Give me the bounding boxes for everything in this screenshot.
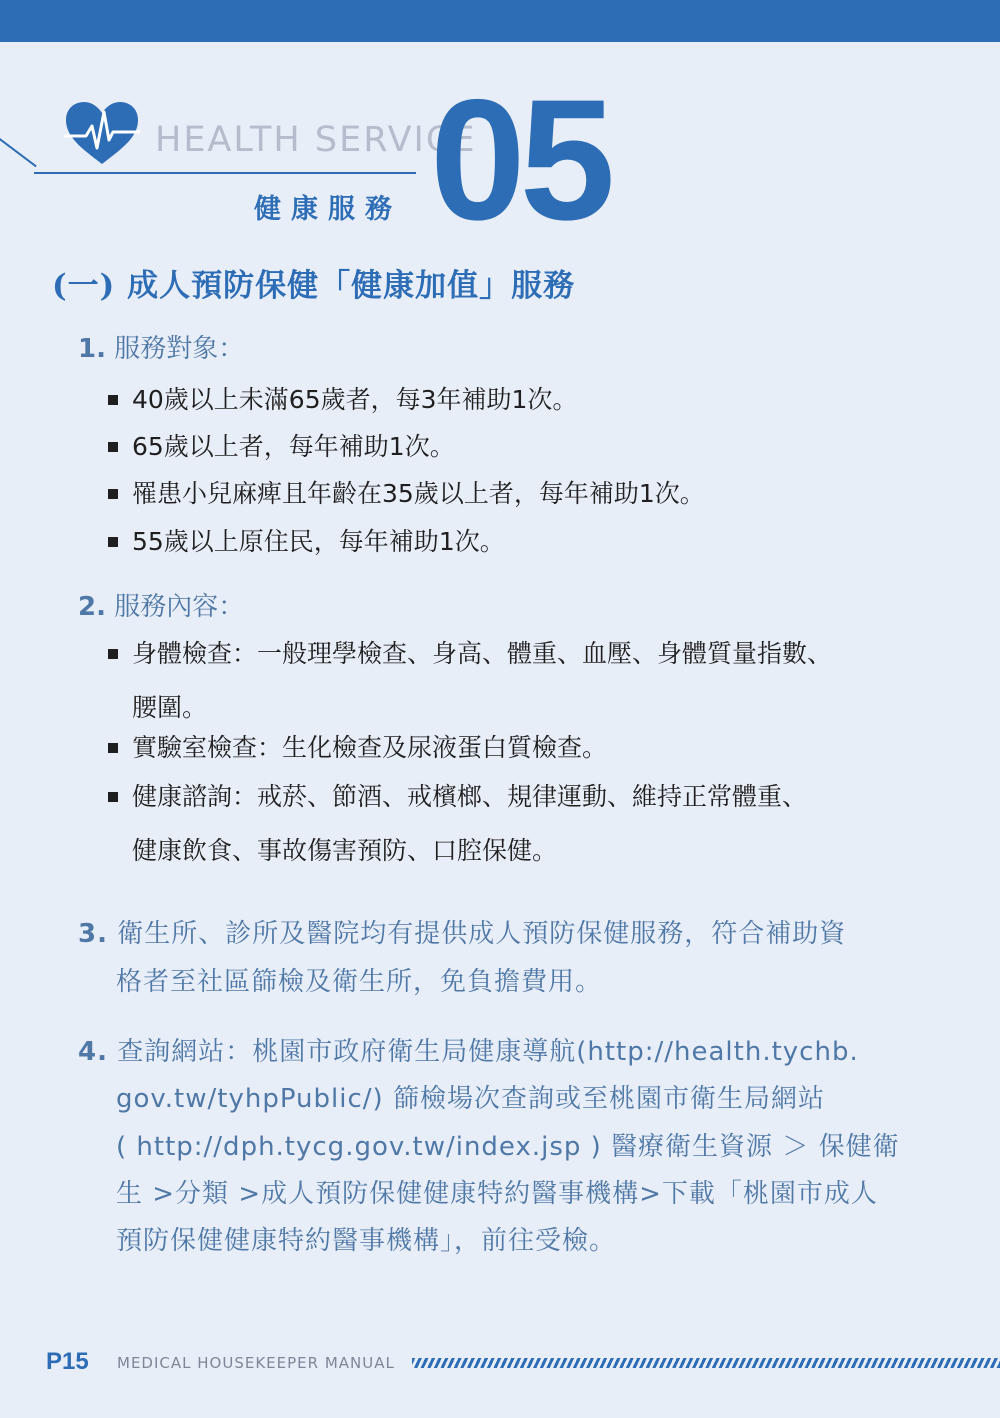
item4-line5: 預防保健健康特約醫事機構」，前往受檢。 — [116, 1226, 617, 1256]
top-bar — [0, 0, 1000, 42]
item1-heading — [78, 328, 244, 365]
item3-line2: 格者至社區篩檢及衛生所，免負擔費用。 — [116, 967, 603, 997]
section-title: (一) 成人預防保健「健康加值」服務 — [52, 268, 576, 304]
item3-line1 — [78, 913, 846, 950]
item2-heading-text: 服務內容： — [114, 592, 245, 622]
list-item-text: 健康諮詢：戒菸、節酒、戒檳榔、規律運動、維持正常體重、 — [132, 782, 808, 811]
item4-line2: gov.tw/tyhpPublic/) 篩檢場次查詢或至桃園市衛生局網站 — [116, 1084, 825, 1114]
item3-number: 3. — [78, 919, 108, 949]
bullet-icon — [108, 489, 118, 499]
list-item-continuation: 健康飲食、事故傷害預防、口腔保健。 — [132, 836, 558, 865]
list-item-text: 65歲以上者，每年補助1次。 — [132, 432, 455, 461]
list-item-text: 身體檢查：一般理學檢查、身高、體重、血壓、身體質量指數、 — [132, 639, 833, 668]
header-english-title: HEALTH SERVICE — [155, 120, 477, 160]
list-item-text: 40歲以上未滿65歲者，每3年補助1次。 — [132, 385, 578, 414]
item4-line3: ( http://dph.tycg.gov.tw/index.jsp ) 醫療衛生資源 ＞ 保健衛 — [116, 1132, 900, 1162]
footer-title: MEDICAL HOUSEKEEPER MANUAL — [117, 1354, 395, 1372]
footer-stripes — [412, 1358, 1000, 1368]
chapter-number: 05 — [430, 64, 610, 256]
bullet-icon — [108, 743, 118, 753]
item2-number: 2. — [78, 592, 106, 622]
header-divider — [34, 172, 416, 174]
item4-line1 — [78, 1031, 859, 1068]
bullet-icon — [108, 442, 118, 452]
list-item-continuation: 腰圍。 — [132, 693, 208, 722]
item4-text: 查詢網站：桃園市政府衛生局健康導航(http://health.tychb. — [117, 1037, 859, 1067]
bullet-icon — [108, 395, 118, 405]
page-number: P15 — [46, 1348, 89, 1375]
item2-heading — [78, 586, 244, 623]
list-item-text: 實驗室檢查：生化檢查及尿液蛋白質檢查。 — [132, 733, 608, 762]
heart-pulse-icon — [64, 100, 140, 166]
item1-heading-text: 服務對象： — [114, 334, 245, 364]
item1-number: 1. — [78, 334, 106, 364]
bullet-icon — [108, 649, 118, 659]
bullet-icon — [108, 537, 118, 547]
item4-number: 4. — [78, 1037, 108, 1067]
list-item-text: 55歲以上原住民，每年補助1次。 — [132, 527, 505, 556]
header-chinese-title: 健康服務 — [254, 194, 402, 225]
list-item-text: 罹患小兒麻痺且年齡在35歲以上者，每年補助1次。 — [132, 479, 705, 508]
item3-text: 衛生所、診所及醫院均有提供成人預防保健服務，符合補助資 — [117, 919, 847, 949]
item4-line4: 生 >分類 >成人預防保健健康特約醫事機構>下載「桃園市成人 — [116, 1179, 878, 1209]
bullet-icon — [108, 792, 118, 802]
header-divider-diagonal — [0, 138, 37, 167]
